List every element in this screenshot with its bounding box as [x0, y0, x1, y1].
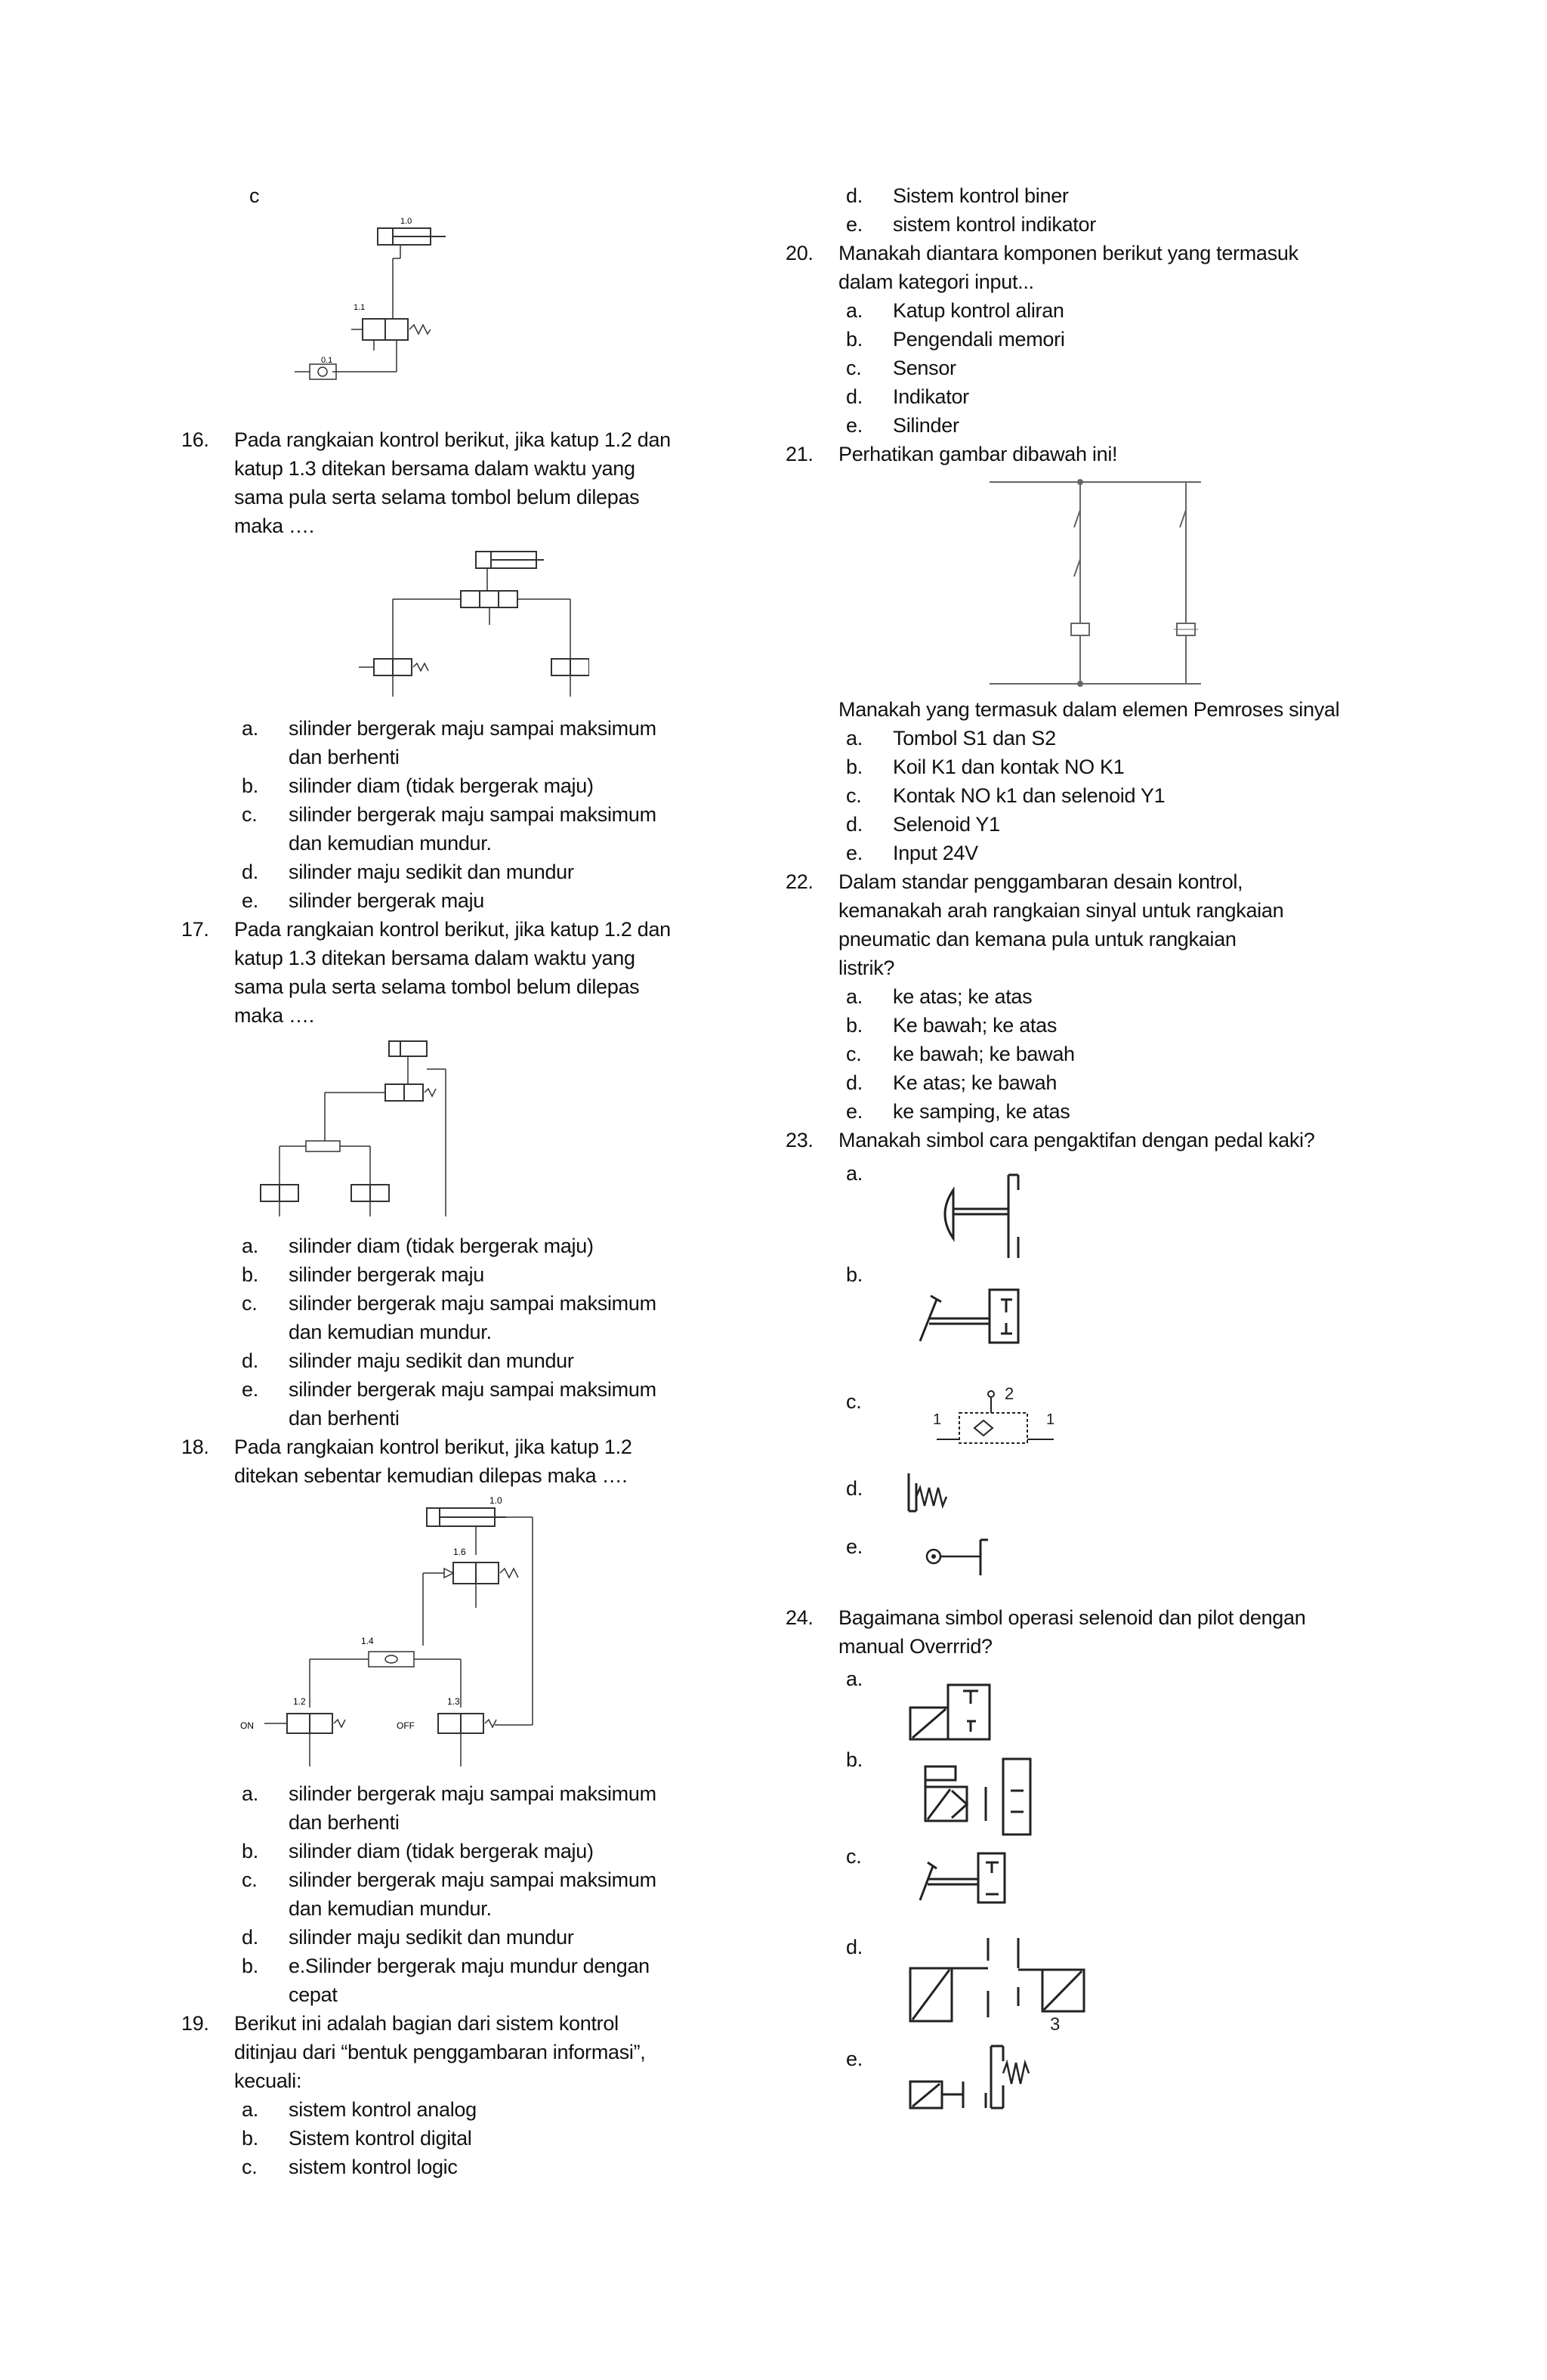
q22-number: 22.	[786, 870, 814, 893]
q16-option-a-text-2: dan berhenti	[289, 746, 400, 768]
pneumatic-figure-q17	[234, 1035, 461, 1224]
q17-option-a-letter: a.	[242, 1235, 258, 1257]
q24-symbol-b	[914, 1753, 1035, 1844]
q22-text-2: kemanakah arah rangkaian sinyal untuk rangkaian	[838, 899, 1284, 922]
q17-option-e-text: silinder bergerak maju sampai maksimum	[289, 1378, 656, 1401]
q22-option-c-text: ke bawah; ke bawah	[893, 1043, 1075, 1065]
q18-option-c-text-2: dan kemudian mundur.	[289, 1897, 492, 1920]
q17-option-d-letter: d.	[242, 1349, 258, 1372]
q23-option-a-letter: a.	[846, 1162, 863, 1185]
q19-option-c-text: sistem kontrol logic	[289, 2156, 458, 2178]
q22-text-4: listrik?	[838, 957, 895, 979]
q17-text-3: sama pula serta selama tombol belum dilepas	[234, 975, 640, 998]
q24-option-b-letter: b.	[846, 1748, 863, 1771]
q20-option-b-letter: b.	[846, 328, 863, 351]
q16-option-e-letter: e.	[242, 889, 258, 912]
q18-option-d-letter: d.	[242, 1926, 258, 1949]
q24-symbol-e	[906, 2040, 1058, 2116]
q17-option-c-text-2: dan kemudian mundur.	[289, 1321, 492, 1343]
q19-option-e-letter: e.	[846, 213, 863, 236]
q19-option-d-letter: d.	[846, 184, 863, 207]
previous-option-c: c	[249, 184, 260, 207]
q21-option-b-text: Koil K1 dan kontak NO K1	[893, 756, 1125, 778]
q18-fig-label-on: ON	[240, 1720, 254, 1731]
q24-option-c-letter: c.	[846, 1845, 862, 1868]
q23-option-d-letter: d.	[846, 1477, 863, 1500]
q24-number: 24.	[786, 1606, 814, 1629]
q22-option-a-letter: a.	[846, 985, 863, 1008]
q22-option-e-text: ke samping, ke atas	[893, 1100, 1070, 1123]
q23-option-e-letter: e.	[846, 1535, 863, 1558]
q18-option-c-letter: c.	[242, 1868, 258, 1891]
q24-symbol-d	[906, 1930, 1095, 2036]
q23-symbol-c-label-left: 1	[933, 1411, 942, 1428]
q22-option-e-letter: e.	[846, 1100, 863, 1123]
q18-option-d-text: silinder maju sedikit dan mundur	[289, 1926, 574, 1949]
q24-text-1: Bagaimana simbol operasi selenoid dan pilot dengan	[838, 1606, 1306, 1629]
q17-option-d-text: silinder maju sedikit dan mundur	[289, 1349, 574, 1372]
q16-option-d-text: silinder maju sedikit dan mundur	[289, 861, 574, 883]
q24-option-a-letter: a.	[846, 1668, 863, 1690]
q23-symbol-a-pushbutton	[937, 1167, 1027, 1262]
q23-text-1: Manakah simbol cara pengaktifan dengan pedal kaki?	[838, 1129, 1315, 1151]
q18-option-a-text-2: dan berhenti	[289, 1811, 400, 1834]
q17-option-e-letter: e.	[242, 1378, 258, 1401]
q20-number: 20.	[786, 242, 814, 264]
q18-option-a-letter: a.	[242, 1782, 258, 1805]
q23-option-c-letter: c.	[846, 1390, 862, 1413]
q23-symbol-d-spring	[903, 1470, 956, 1522]
electrical-ladder-figure-q21	[974, 468, 1224, 695]
q16-option-c-text: silinder bergerak maju sampai maksimum	[289, 803, 656, 826]
q17-option-a-text: silinder diam (tidak bergerak maju)	[289, 1235, 594, 1257]
q18-fig-label-off: OFF	[397, 1720, 415, 1731]
q22-option-c-letter: c.	[846, 1043, 862, 1065]
q19-option-b-letter: b.	[242, 2127, 258, 2150]
q22-option-d-letter: d.	[846, 1071, 863, 1094]
q23-symbol-e-roller	[922, 1534, 997, 1579]
q19-option-a-text: sistem kontrol analog	[289, 2098, 477, 2121]
q21-subquestion: Manakah yang termasuk dalam elemen Pemroses sinyal	[838, 698, 1340, 721]
q20-text-2: dalam kategori input...	[838, 270, 1034, 293]
q22-option-d-text: Ke atas; ke bawah	[893, 1071, 1058, 1094]
q19-number: 19.	[181, 2012, 209, 2035]
q17-number: 17.	[181, 918, 209, 941]
q22-option-a-text: ke atas; ke atas	[893, 985, 1033, 1008]
q18-option-e-letter: b.	[242, 1955, 258, 1977]
q23-symbol-c-label-top: 2	[1005, 1384, 1014, 1403]
q17-option-b-letter: b.	[242, 1263, 258, 1286]
q18-option-a-text: silinder bergerak maju sampai maksimum	[289, 1782, 656, 1805]
q17-text-2: katup 1.3 ditekan bersama dalam waktu yang	[234, 947, 635, 969]
q20-option-a-letter: a.	[846, 299, 863, 322]
q18-option-c-text: silinder bergerak maju sampai maksimum	[289, 1868, 656, 1891]
q18-option-e-text-2: cepat	[289, 1983, 338, 2006]
q24-symbol-a	[906, 1670, 997, 1745]
q23-option-b-letter: b.	[846, 1263, 863, 1286]
q20-option-e-letter: e.	[846, 414, 863, 437]
q21-option-c-text: Kontak NO k1 dan selenoid Y1	[893, 784, 1166, 807]
q19-option-b-text: Sistem kontrol digital	[289, 2127, 472, 2150]
q20-option-b-text: Pengendali memori	[893, 328, 1065, 351]
q18-text-1: Pada rangkaian kontrol berikut, jika katup 1.2	[234, 1436, 632, 1458]
q16-option-d-letter: d.	[242, 861, 258, 883]
q18-fig-label-v16: 1.6	[453, 1547, 466, 1557]
q17-option-e-text-2: dan berhenti	[289, 1407, 400, 1430]
q23-number: 23.	[786, 1129, 814, 1151]
q21-option-a-letter: a.	[846, 727, 863, 750]
fig-label-src: 0.1	[321, 356, 333, 365]
q21-option-e-letter: e.	[846, 842, 863, 864]
q20-option-a-text: Katup kontrol aliran	[893, 299, 1064, 322]
q21-number: 21.	[786, 443, 814, 465]
q16-option-e-text: silinder bergerak maju	[289, 889, 485, 912]
q23-symbol-b-pedal	[914, 1281, 1027, 1349]
q19-option-a-letter: a.	[242, 2098, 258, 2121]
q19-option-e-text: sistem kontrol indikator	[893, 213, 1096, 236]
q23-symbol-c-label-right: 1	[1046, 1411, 1055, 1428]
q16-text-4: maka ….	[234, 515, 314, 537]
q22-option-b-letter: b.	[846, 1014, 863, 1037]
q17-text-4: maka ….	[234, 1004, 314, 1027]
q21-text-1: Perhatikan gambar dibawah ini!	[838, 443, 1118, 465]
q24-symbol-d-label: 3	[1050, 2014, 1061, 2035]
q17-option-c-text: silinder bergerak maju sampai maksimum	[289, 1292, 656, 1315]
q19-text-1: Berikut ini adalah bagian dari sistem kontrol	[234, 2012, 619, 2035]
q16-option-b-letter: b.	[242, 774, 258, 797]
q19-text-2: ditinjau dari “bentuk penggambaran informasi”,	[234, 2041, 646, 2063]
q16-text-3: sama pula serta selama tombol belum dilepas	[234, 486, 640, 508]
q23-symbol-c-shuttle-valve	[929, 1383, 1065, 1454]
q24-option-e-letter: e.	[846, 2048, 863, 2070]
q18-option-b-letter: b.	[242, 1840, 258, 1862]
q21-option-d-letter: d.	[846, 813, 863, 836]
q20-option-d-letter: d.	[846, 385, 863, 408]
q20-option-c-text: Sensor	[893, 357, 956, 379]
q17-text-1: Pada rangkaian kontrol berikut, jika katup 1.2 dan	[234, 918, 671, 941]
q16-option-a-text: silinder bergerak maju sampai maksimum	[289, 717, 656, 740]
fig-label-cyl: 1.0	[400, 217, 412, 226]
q24-text-2: manual Overrrid?	[838, 1635, 993, 1658]
q18-option-e-text: e.Silinder bergerak maju mundur dengan	[289, 1955, 650, 1977]
pneumatic-figure-top	[287, 213, 461, 391]
q16-text-2: katup 1.3 ditekan bersama dalam waktu yang	[234, 457, 635, 480]
q20-text-1: Manakah diantara komponen berikut yang termasuk	[838, 242, 1298, 264]
q18-fig-label-v13: 1.3	[447, 1696, 460, 1707]
q20-option-c-letter: c.	[846, 357, 862, 379]
q16-number: 16.	[181, 428, 209, 451]
q16-text-1: Pada rangkaian kontrol berikut, jika katup 1.2 dan	[234, 428, 671, 451]
q21-option-a-text: Tombol S1 dan S2	[893, 727, 1056, 750]
q17-option-c-letter: c.	[242, 1292, 258, 1315]
pneumatic-figure-q16	[355, 546, 589, 704]
q24-option-d-letter: d.	[846, 1936, 863, 1958]
q18-fig-label-v12: 1.2	[293, 1696, 306, 1707]
fig-label-valve: 1.1	[354, 303, 366, 312]
q21-option-d-text: Selenoid Y1	[893, 813, 1000, 836]
q21-option-c-letter: c.	[846, 784, 862, 807]
q20-option-e-text: Silinder	[893, 414, 959, 437]
q20-option-d-text: Indikator	[893, 385, 969, 408]
q19-option-c-letter: c.	[242, 2156, 258, 2178]
q16-option-a-letter: a.	[242, 717, 258, 740]
q18-fig-label-cyl: 1.0	[489, 1495, 502, 1506]
q21-option-b-letter: b.	[846, 756, 863, 778]
q19-option-d-text: Sistem kontrol biner	[893, 184, 1069, 207]
q22-text-3: pneumatic dan kemana pula untuk rangkaian	[838, 928, 1237, 950]
q18-number: 18.	[181, 1436, 209, 1458]
q18-fig-label-v14: 1.4	[361, 1636, 374, 1646]
q22-text-1: Dalam standar penggambaran desain kontrol,	[838, 870, 1243, 893]
q19-text-3: kecuali:	[234, 2069, 302, 2092]
q22-option-b-text: Ke bawah; ke atas	[893, 1014, 1058, 1037]
q18-option-b-text: silinder diam (tidak bergerak maju)	[289, 1840, 594, 1862]
q17-option-b-text: silinder bergerak maju	[289, 1263, 485, 1286]
pneumatic-figure-q18	[234, 1494, 551, 1774]
q18-text-2: ditekan sebentar kemudian dilepas maka ….	[234, 1464, 628, 1487]
q21-option-e-text: Input 24V	[893, 842, 978, 864]
q24-symbol-c	[914, 1847, 1012, 1908]
q16-option-c-letter: c.	[242, 803, 258, 826]
q16-option-c-text-2: dan kemudian mundur.	[289, 832, 492, 855]
q16-option-b-text: silinder diam (tidak bergerak maju)	[289, 774, 594, 797]
